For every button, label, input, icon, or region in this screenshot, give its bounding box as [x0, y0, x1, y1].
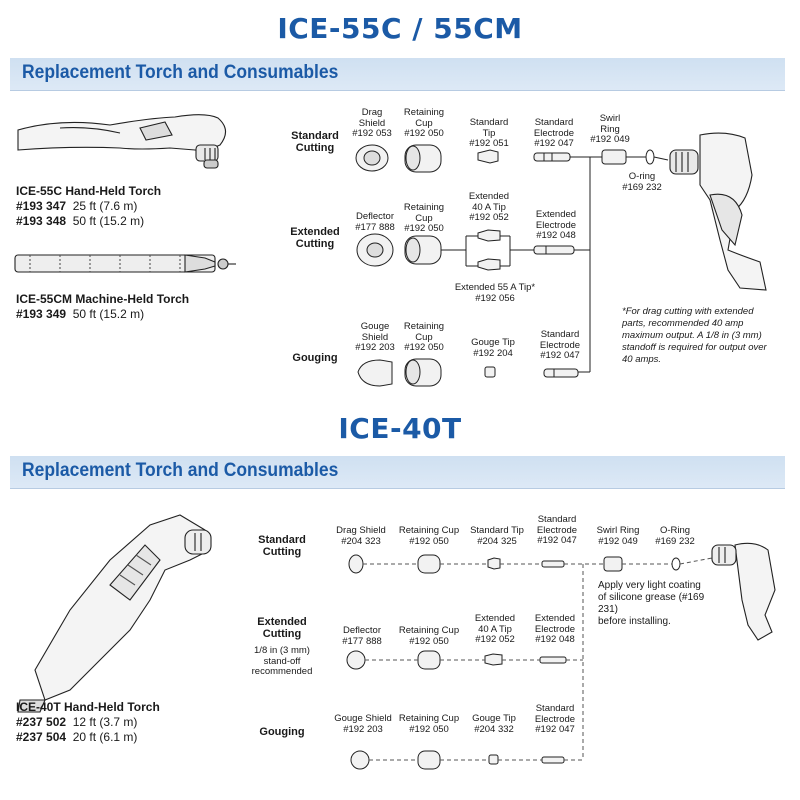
bottom-row-extended: Extended Cutting	[257, 616, 307, 640]
ice-55cm-torch-name: ICE-55CM Machine-Held Torch	[16, 292, 190, 306]
part-label: Extended 55 A Tip* #192 056	[454, 282, 536, 304]
part-label: Drag Shield #192 053	[352, 107, 392, 139]
part-label: Swirl Ring #192 049	[590, 113, 630, 145]
top-retaining-cup-std-image	[405, 145, 441, 172]
part-label: Gouge Shield #192 203	[334, 713, 392, 735]
bottom-ext-electrode-image	[540, 657, 566, 663]
bottom-drag-shield-image	[349, 555, 363, 573]
top-gouge-electrode-image	[544, 369, 578, 377]
top-banner	[10, 58, 785, 91]
part-label: Extended Electrode #192 048	[535, 209, 577, 241]
top-row-standard: Standard Cutting	[291, 130, 339, 154]
bottom-standard-tip-image	[488, 558, 500, 569]
ice-55c-hand-torch-image	[18, 115, 226, 168]
top-drag-shield-image	[356, 145, 388, 171]
grease-note: Apply very light coating of silicone grease (#169 231) before installing.	[598, 580, 705, 627]
bottom-retaining-cup-std-image	[418, 555, 440, 573]
ice-55c-torch-label	[16, 184, 161, 229]
top-standard-electrode-image	[534, 153, 570, 161]
bottom-gouge-tip-image	[489, 755, 498, 764]
top-standard-tip-image	[478, 150, 498, 163]
ice-55c-torch-head-image	[670, 133, 766, 290]
part-label: Standard Tip #204 325	[470, 525, 524, 547]
bottom-title: ICE-40T	[338, 412, 462, 445]
part-label: Standard Electrode #192 047	[539, 329, 581, 361]
ice-40t-torch-label	[16, 700, 160, 745]
part-label: Gouge Shield #192 203	[355, 321, 395, 353]
torch-part-number: #193 349	[16, 307, 67, 321]
part-label: Standard Electrode #192 047	[534, 703, 576, 735]
bottom-banner	[10, 456, 785, 489]
ice-40t-torch-head-image	[712, 543, 775, 640]
bottom-ext-40a-tip-image	[485, 654, 502, 665]
part-label: Deflector #177 888	[342, 625, 382, 647]
part-label: Standard Tip #192 051	[469, 117, 509, 149]
top-ext-electrode-image	[534, 246, 574, 254]
torch-part-number: #237 502	[16, 715, 67, 729]
part-label: Extended 40 A Tip #192 052	[468, 191, 510, 223]
bottom-deflector-image	[347, 651, 365, 669]
torch-part-number: #193 347	[16, 199, 67, 213]
top-deflector-image	[357, 234, 393, 266]
bottom-retaining-cup-ext-image	[418, 651, 440, 669]
bottom-gouge-electrode-image	[542, 757, 564, 763]
torch-part-number: #193 348	[16, 214, 67, 228]
part-label: Extended 40 A Tip #192 052	[474, 613, 516, 645]
cable-length: 12 ft (3.7 m)	[72, 715, 138, 729]
part-label: Retaining Cup #192 050	[403, 202, 445, 234]
part-label: Retaining Cup #192 050	[403, 107, 445, 139]
top-row-gouging: Gouging	[292, 352, 338, 364]
ice-55c-torch-name: ICE-55C Hand-Held Torch	[16, 184, 162, 198]
bottom-gouge-shield-image	[351, 751, 369, 769]
top-banner-text: Replacement Torch and Consumables	[22, 62, 339, 83]
ice-40t-torch-name: ICE-40T Hand-Held Torch	[16, 700, 160, 714]
top-retaining-cup-ext-image	[405, 236, 441, 264]
top-title: ICE-55C / 55CM	[277, 12, 523, 45]
part-label: Gouge Tip #192 204	[471, 337, 515, 359]
bottom-standard-electrode-image	[542, 561, 564, 567]
part-label: O-ring #169 232	[622, 171, 662, 193]
part-label: Retaining Cup #192 050	[403, 321, 445, 353]
part-label: Retaining Cup #192 050	[398, 713, 460, 735]
ice-55cm-torch-label	[16, 292, 189, 322]
ice-55cm-machine-torch-image	[15, 255, 236, 272]
top-gouge-shield-image	[358, 360, 392, 386]
cable-length: 20 ft (6.1 m)	[72, 730, 138, 744]
bottom-retaining-cup-gouge-image	[418, 751, 440, 769]
torch-part-number: #237 504	[16, 730, 67, 744]
part-label: Retaining Cup #192 050	[398, 625, 460, 647]
ice-40t-hand-torch-image	[18, 515, 211, 712]
top-swirl-ring-image	[602, 150, 626, 164]
top-gouge-tip-image	[485, 367, 495, 377]
part-label: Gouge Tip #204 332	[472, 713, 516, 735]
bottom-extended-standoff-note: 1/8 in (3 mm) stand-off recommended	[251, 645, 313, 677]
part-label: Drag Shield #204 323	[336, 525, 386, 547]
top-retaining-cup-gouge-image	[405, 359, 441, 386]
cable-length: 50 ft (15.2 m)	[72, 307, 145, 321]
cable-length: 25 ft (7.6 m)	[72, 199, 138, 213]
top-ext-55a-tip-image	[478, 259, 500, 270]
top-o-ring-image	[646, 150, 654, 164]
bottom-row-gouging: Gouging	[259, 726, 305, 738]
top-row-extended: Extended Cutting	[290, 226, 340, 250]
bottom-row-standard: Standard Cutting	[258, 534, 306, 558]
part-label: Deflector #177 888	[355, 211, 395, 233]
part-label: O-Ring #169 232	[655, 525, 695, 547]
bottom-o-ring-image	[672, 558, 680, 570]
part-label: Extended Electrode #192 048	[534, 613, 576, 645]
top-ext-40a-tip-image	[478, 230, 500, 241]
part-label: Standard Electrode #192 047	[536, 514, 578, 546]
part-label: Standard Electrode #192 047	[533, 117, 575, 149]
top-footnote: *For drag cutting with extended parts, recommended 40 amp maximum output. A 1/8 in (3 mm) standoff is required for output over 40 amps.	[622, 306, 767, 365]
bottom-banner-text: Replacement Torch and Consumables	[22, 460, 339, 481]
bottom-swirl-ring-image	[604, 557, 622, 571]
cable-length: 50 ft (15.2 m)	[72, 214, 145, 228]
part-label: Retaining Cup #192 050	[398, 525, 460, 547]
part-label: Swirl Ring #192 049	[596, 525, 640, 547]
